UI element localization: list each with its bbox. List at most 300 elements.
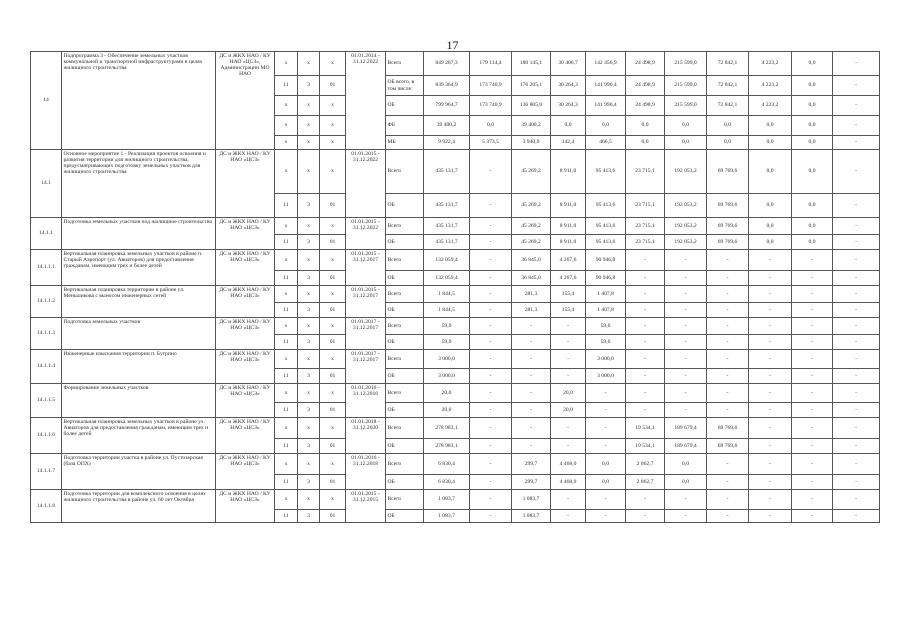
code-pp: 3 bbox=[298, 510, 320, 523]
period: 01.01.2015 - 31.12.2017 bbox=[346, 250, 386, 286]
table-row bbox=[31, 350, 905, 369]
table-body bbox=[31, 52, 905, 523]
year-value: 23 715,1 bbox=[626, 194, 665, 218]
year-value: - bbox=[749, 475, 792, 490]
row-number: 14.1.1.1 bbox=[31, 250, 62, 286]
year-value: 173 740,9 bbox=[470, 76, 512, 96]
year-value: 155,4 bbox=[551, 303, 586, 318]
year-value: - bbox=[792, 350, 833, 369]
table-row bbox=[31, 418, 905, 439]
code-pp: х bbox=[298, 454, 320, 475]
code-pp: 3 bbox=[298, 194, 320, 218]
code-gp: х bbox=[275, 490, 298, 510]
year-value: - bbox=[626, 490, 665, 510]
executor: ДС и ЖКХ НАО / КУ НАО «ЦСЗ» bbox=[216, 490, 275, 523]
code-gp: х bbox=[275, 350, 298, 369]
year-value: - bbox=[665, 303, 707, 318]
year-value: 5 373,5 bbox=[470, 136, 512, 150]
total-value: 3 000,0 bbox=[424, 369, 470, 384]
code-om: 01 bbox=[320, 439, 346, 454]
year-value: - bbox=[470, 384, 512, 403]
year-value: 45 269,2 bbox=[512, 235, 551, 250]
year-value: - bbox=[833, 403, 880, 418]
code-pp: х bbox=[298, 52, 320, 76]
year-value: 20,0 bbox=[551, 384, 586, 403]
code-gp: 11 bbox=[275, 271, 298, 286]
total-value: 39 400,2 bbox=[424, 116, 470, 136]
year-value: - bbox=[665, 350, 707, 369]
year-value: - bbox=[749, 318, 792, 335]
year-value: 299,7 bbox=[512, 475, 551, 490]
year-value: - bbox=[586, 418, 626, 439]
executor: ДС и ЖКХ НАО / КУ НАО «ЦСЗ» bbox=[216, 218, 275, 250]
code-gp: х bbox=[275, 250, 298, 271]
year-value: 72 842,1 bbox=[707, 76, 749, 96]
code-pp: 3 bbox=[298, 369, 320, 384]
year-value: - bbox=[470, 418, 512, 439]
year-value: - bbox=[626, 250, 665, 271]
year-value: - bbox=[707, 350, 749, 369]
year-value: - bbox=[470, 335, 512, 350]
code-pp: 3 bbox=[298, 439, 320, 454]
code-om: х bbox=[320, 286, 346, 303]
measure-name: Вертикальная планировка территории в районе ул. Меньшикова с выносом инженерных сетей bbox=[62, 286, 216, 318]
year-value: - bbox=[749, 335, 792, 350]
year-value: - bbox=[626, 303, 665, 318]
code-gp: 11 bbox=[275, 303, 298, 318]
year-value: - bbox=[470, 318, 512, 335]
funding-source: Всего bbox=[386, 286, 424, 303]
total-value: 435 131,7 bbox=[424, 218, 470, 235]
year-value: - bbox=[792, 454, 833, 475]
year-value: - bbox=[626, 384, 665, 403]
year-value: - bbox=[792, 490, 833, 510]
measure-name: Формирование земельных участков bbox=[62, 384, 216, 418]
funding-source: ОБ bbox=[386, 369, 424, 384]
year-value: 215 599,0 bbox=[665, 76, 707, 96]
code-om: х bbox=[320, 116, 346, 136]
code-pp: х bbox=[298, 150, 320, 194]
year-value: 136 805,0 bbox=[512, 96, 551, 116]
code-pp: х bbox=[298, 96, 320, 116]
code-pp: х bbox=[298, 384, 320, 403]
code-gp: 11 bbox=[275, 439, 298, 454]
code-gp: х bbox=[275, 136, 298, 150]
year-value: - bbox=[512, 403, 551, 418]
year-value: - bbox=[512, 439, 551, 454]
year-value: 4 468,0 bbox=[551, 475, 586, 490]
code-gp: х bbox=[275, 418, 298, 439]
year-value: 215 599,0 bbox=[665, 96, 707, 116]
row-number: 14.1.1.2 bbox=[31, 286, 62, 318]
code-om: 01 bbox=[320, 335, 346, 350]
year-value: - bbox=[665, 384, 707, 403]
year-value: 4 468,0 bbox=[551, 454, 586, 475]
code-gp: 11 bbox=[275, 335, 298, 350]
funding-source: Всего bbox=[386, 490, 424, 510]
executor: ДС и ЖКХ НАО / КУ НАО «ЦСЗ» bbox=[216, 318, 275, 350]
code-pp: х bbox=[298, 418, 320, 439]
year-value: - bbox=[792, 403, 833, 418]
year-value: - bbox=[665, 369, 707, 384]
total-value: 1 083,7 bbox=[424, 490, 470, 510]
year-value: - bbox=[470, 250, 512, 271]
year-value: - bbox=[749, 418, 792, 439]
year-value: 4 223,2 bbox=[749, 52, 792, 76]
year-value: 1 407,8 bbox=[586, 286, 626, 303]
year-value: - bbox=[626, 403, 665, 418]
year-value: - bbox=[833, 116, 880, 136]
funding-source: ОБ bbox=[386, 194, 424, 218]
code-pp: 3 bbox=[298, 475, 320, 490]
year-value: - bbox=[833, 52, 880, 76]
page-number: 17 bbox=[446, 38, 459, 52]
total-value: 6 830,4 bbox=[424, 454, 470, 475]
period: 01.01.2018 - 31.12.2020 bbox=[346, 418, 386, 454]
code-om: 01 bbox=[320, 194, 346, 218]
year-value: 24 498,9 bbox=[626, 76, 665, 96]
code-om: х bbox=[320, 350, 346, 369]
period: 01.01.2015 - 31.12.2015 bbox=[346, 490, 386, 523]
year-value: 8 911,0 bbox=[551, 235, 586, 250]
code-gp: 11 bbox=[275, 510, 298, 523]
year-value: - bbox=[707, 403, 749, 418]
row-number: 14.1.1.6 bbox=[31, 418, 62, 454]
measure-name: Подготовка земельных участков bbox=[62, 318, 216, 350]
code-om: х bbox=[320, 318, 346, 335]
year-value: - bbox=[707, 318, 749, 335]
year-value: 0,0 bbox=[792, 52, 833, 76]
total-value: 3 000,0 bbox=[424, 350, 470, 369]
year-value: 72 842,1 bbox=[707, 96, 749, 116]
total-value: 435 131,7 bbox=[424, 194, 470, 218]
year-value: - bbox=[833, 318, 880, 335]
year-value: - bbox=[749, 510, 792, 523]
code-gp: х bbox=[275, 150, 298, 194]
year-value: 45 269,2 bbox=[512, 150, 551, 194]
year-value: 69 769,6 bbox=[707, 218, 749, 235]
table-row bbox=[31, 286, 905, 303]
year-value: 0,0 bbox=[749, 116, 792, 136]
measure-name: Подпрограмма 3 - Обеспечение земельных участков коммунальной и транспортной инфраструктурами в целях жилищного строительства bbox=[62, 52, 216, 150]
year-value: 36 845,0 bbox=[512, 250, 551, 271]
code-pp: 3 bbox=[298, 235, 320, 250]
year-value: 39 400,2 bbox=[512, 116, 551, 136]
year-value: - bbox=[586, 384, 626, 403]
executor: ДС и ЖКХ НАО / КУ НАО «ЦСЗ» bbox=[216, 250, 275, 286]
code-gp: 11 bbox=[275, 194, 298, 218]
year-value: 192 053,2 bbox=[665, 235, 707, 250]
code-om: х bbox=[320, 52, 346, 76]
year-value: 23 715,1 bbox=[626, 235, 665, 250]
funding-source: Всего bbox=[386, 150, 424, 194]
row-number: 14 bbox=[31, 52, 62, 150]
year-value: - bbox=[470, 369, 512, 384]
year-value: 59,0 bbox=[586, 318, 626, 335]
year-value: - bbox=[470, 454, 512, 475]
year-value: - bbox=[470, 194, 512, 218]
row-number: 14.1.1 bbox=[31, 218, 62, 250]
executor: ДС и ЖКХ НАО / КУ НАО «ЦСЗ» bbox=[216, 286, 275, 318]
code-gp: х bbox=[275, 96, 298, 116]
year-value: 0,0 bbox=[665, 116, 707, 136]
year-value: 19 534,1 bbox=[626, 418, 665, 439]
year-value: - bbox=[512, 369, 551, 384]
code-pp: х bbox=[298, 116, 320, 136]
code-om: х bbox=[320, 150, 346, 194]
table-row bbox=[31, 384, 905, 403]
code-om: х bbox=[320, 250, 346, 271]
year-value: - bbox=[833, 418, 880, 439]
total-value: 849 287,3 bbox=[424, 52, 470, 76]
year-value: 0,0 bbox=[707, 136, 749, 150]
year-value: 4 267,6 bbox=[551, 250, 586, 271]
year-value: 59,0 bbox=[586, 335, 626, 350]
measure-name: Подготовка территории для комплексного освоения в целях жилищного строительства в районе ул. 60 лет Октября bbox=[62, 490, 216, 523]
year-value: 30 264,3 bbox=[551, 76, 586, 96]
year-value: - bbox=[512, 418, 551, 439]
year-value: - bbox=[707, 335, 749, 350]
year-value: 466,5 bbox=[586, 136, 626, 150]
year-value: 0,0 bbox=[749, 235, 792, 250]
year-value: - bbox=[833, 384, 880, 403]
year-value: - bbox=[792, 318, 833, 335]
year-value: - bbox=[626, 286, 665, 303]
total-value: 839 364,9 bbox=[424, 76, 470, 96]
year-value: 30 406,7 bbox=[551, 52, 586, 76]
code-pp: х bbox=[298, 250, 320, 271]
code-gp: х bbox=[275, 218, 298, 235]
year-value: - bbox=[833, 303, 880, 318]
code-om: 01 bbox=[320, 271, 346, 286]
year-value: 95 413,6 bbox=[586, 150, 626, 194]
measure-name: Основное мероприятие 1 - Реализация проектов освоения и развития территории для жилищного строительства, предусматривающих подготовку земельных участков для жилищного строительства bbox=[62, 150, 216, 218]
code-gp: х bbox=[275, 454, 298, 475]
code-gp: 11 bbox=[275, 76, 298, 96]
code-om: 01 bbox=[320, 403, 346, 418]
year-value: - bbox=[833, 454, 880, 475]
year-value: 142,4 bbox=[551, 136, 586, 150]
total-value: 59,0 bbox=[424, 335, 470, 350]
code-pp: 3 bbox=[298, 271, 320, 286]
year-value: 69 769,6 bbox=[707, 150, 749, 194]
year-value: 36 845,0 bbox=[512, 271, 551, 286]
year-value: - bbox=[665, 335, 707, 350]
year-value: - bbox=[470, 235, 512, 250]
period: 01.01.2017 - 31.12.2017 bbox=[346, 318, 386, 350]
funding-source: ФБ bbox=[386, 116, 424, 136]
funding-source: МБ bbox=[386, 136, 424, 150]
code-gp: х bbox=[275, 318, 298, 335]
row-number: 14.1.1.8 bbox=[31, 490, 62, 523]
year-value: 0,0 bbox=[749, 194, 792, 218]
year-value: 1 083,7 bbox=[512, 490, 551, 510]
code-gp: 11 bbox=[275, 475, 298, 490]
funding-source: ОБ bbox=[386, 303, 424, 318]
year-value: 0,0 bbox=[749, 218, 792, 235]
year-value: - bbox=[792, 335, 833, 350]
year-value: 69 769,6 bbox=[707, 418, 749, 439]
year-value: 20,0 bbox=[551, 403, 586, 418]
year-value: - bbox=[586, 403, 626, 418]
year-value: 8 911,0 bbox=[551, 194, 586, 218]
executor: ДС и ЖКХ НАО / КУ НАО «ЦСЗ», Администрации МО НАО bbox=[216, 52, 275, 150]
year-value: 2 062,7 bbox=[626, 454, 665, 475]
year-value: 141 990,4 bbox=[586, 76, 626, 96]
year-value: - bbox=[833, 510, 880, 523]
funding-source: Всего bbox=[386, 454, 424, 475]
year-value: - bbox=[792, 303, 833, 318]
year-value: 0,0 bbox=[749, 136, 792, 150]
period: 01.01.2016 - 31.12.2016 bbox=[346, 384, 386, 418]
total-value: 1 844,5 bbox=[424, 286, 470, 303]
year-value: - bbox=[470, 218, 512, 235]
year-value: - bbox=[707, 303, 749, 318]
year-value: - bbox=[470, 286, 512, 303]
period: 01.01.2014 - 31.12.2022 bbox=[346, 52, 386, 150]
year-value: 0,0 bbox=[626, 136, 665, 150]
measure-name: Инженерные изыскания территории п. Бугрино bbox=[62, 350, 216, 384]
year-value: - bbox=[626, 350, 665, 369]
year-value: - bbox=[833, 150, 880, 194]
year-value: - bbox=[512, 350, 551, 369]
year-value: - bbox=[792, 475, 833, 490]
year-value: - bbox=[833, 76, 880, 96]
year-value: 189 679,4 bbox=[665, 439, 707, 454]
year-value: 95 413,6 bbox=[586, 194, 626, 218]
year-value: - bbox=[707, 475, 749, 490]
year-value: 19 534,1 bbox=[626, 439, 665, 454]
code-om: х bbox=[320, 96, 346, 116]
year-value: - bbox=[833, 194, 880, 218]
code-gp: 11 bbox=[275, 403, 298, 418]
year-value: 4 223,2 bbox=[749, 96, 792, 116]
year-value: - bbox=[665, 271, 707, 286]
funding-source: ОБ bbox=[386, 403, 424, 418]
year-value: 192 053,2 bbox=[665, 218, 707, 235]
year-value: - bbox=[470, 510, 512, 523]
year-value: 0,0 bbox=[792, 150, 833, 194]
code-om: 01 bbox=[320, 475, 346, 490]
year-value: - bbox=[665, 286, 707, 303]
year-value: - bbox=[792, 510, 833, 523]
table-row bbox=[31, 250, 905, 271]
year-value: - bbox=[707, 250, 749, 271]
year-value: - bbox=[512, 318, 551, 335]
year-value: - bbox=[626, 510, 665, 523]
year-value: - bbox=[707, 271, 749, 286]
funding-source: Всего bbox=[386, 384, 424, 403]
year-value: - bbox=[749, 439, 792, 454]
year-value: 142 456,9 bbox=[586, 52, 626, 76]
table-row bbox=[31, 218, 905, 235]
year-value: - bbox=[833, 136, 880, 150]
code-gp: х bbox=[275, 384, 298, 403]
row-number: 14.1.1.7 bbox=[31, 454, 62, 490]
year-value: - bbox=[586, 510, 626, 523]
year-value: 69 769,6 bbox=[707, 439, 749, 454]
year-value: - bbox=[833, 96, 880, 116]
year-value: 45 269,2 bbox=[512, 218, 551, 235]
code-om: х bbox=[320, 136, 346, 150]
year-value: 24 498,9 bbox=[626, 52, 665, 76]
year-value: 8 911,0 bbox=[551, 150, 586, 194]
total-value: 799 964,7 bbox=[424, 96, 470, 116]
period: 01.01.2015 - 31.12.2022 bbox=[346, 218, 386, 250]
year-value: - bbox=[833, 218, 880, 235]
executor: ДС и ЖКХ НАО / КУ НАО «ЦСЗ» bbox=[216, 350, 275, 384]
funding-source: Всего bbox=[386, 318, 424, 335]
code-pp: х bbox=[298, 490, 320, 510]
measure-name: Вертикальная планировка земельных участков в районе ул. Авиаторов для предоставления гражданам, имеющим трех и более детей bbox=[62, 418, 216, 454]
total-value: 278 983,1 bbox=[424, 418, 470, 439]
year-value: 23 715,1 bbox=[626, 150, 665, 194]
year-value: 3 000,0 bbox=[586, 350, 626, 369]
year-value: - bbox=[833, 250, 880, 271]
executor: ДС и ЖКХ НАО / КУ НАО «ЦСЗ» bbox=[216, 150, 275, 218]
year-value: - bbox=[792, 418, 833, 439]
row-number: 14.1.1.3 bbox=[31, 318, 62, 350]
year-value: - bbox=[792, 271, 833, 286]
code-om: 01 bbox=[320, 510, 346, 523]
period: 01.01.2016 - 31.12.2018 bbox=[346, 454, 386, 490]
year-value: - bbox=[470, 303, 512, 318]
year-value: - bbox=[626, 271, 665, 286]
year-value: 0,0 bbox=[792, 76, 833, 96]
year-value: 0,0 bbox=[586, 475, 626, 490]
total-value: 59,0 bbox=[424, 318, 470, 335]
year-value: - bbox=[833, 235, 880, 250]
funding-source: Всего bbox=[386, 250, 424, 271]
year-value: 155,4 bbox=[551, 286, 586, 303]
measure-name: Вертикальная планировка земельных участков в районе п. Старый Аэропорт (ул. Авиаторов) для предоставления гражданам, имеющим трех и более детей bbox=[62, 250, 216, 286]
total-value: 20,0 bbox=[424, 403, 470, 418]
table-row bbox=[31, 52, 905, 76]
funding-source: Всего bbox=[386, 218, 424, 235]
executor: ДС и ЖКХ НАО / КУ НАО «ЦСЗ» bbox=[216, 418, 275, 454]
code-om: х bbox=[320, 454, 346, 475]
year-value: - bbox=[707, 369, 749, 384]
year-value: - bbox=[749, 286, 792, 303]
total-value: 20,0 bbox=[424, 384, 470, 403]
year-value: 0,0 bbox=[749, 150, 792, 194]
year-value: 3 000,0 bbox=[586, 369, 626, 384]
year-value: 90 946,8 bbox=[586, 271, 626, 286]
year-value: - bbox=[665, 510, 707, 523]
code-gp: 11 bbox=[275, 369, 298, 384]
code-pp: х bbox=[298, 136, 320, 150]
year-value: 0,0 bbox=[792, 218, 833, 235]
year-value: - bbox=[551, 510, 586, 523]
year-value: - bbox=[470, 350, 512, 369]
funding-source: ОБ всего, в том числе: bbox=[386, 76, 424, 96]
measure-name: Подготовка земельных участков под жилищное строительство bbox=[62, 218, 216, 250]
year-value: - bbox=[833, 475, 880, 490]
year-value: 0,0 bbox=[792, 136, 833, 150]
year-value: - bbox=[749, 369, 792, 384]
year-value: - bbox=[665, 403, 707, 418]
year-value: - bbox=[707, 384, 749, 403]
year-value: - bbox=[749, 454, 792, 475]
year-value: - bbox=[586, 490, 626, 510]
total-value: 278 983,1 bbox=[424, 439, 470, 454]
year-value: 0,0 bbox=[665, 475, 707, 490]
year-value: 0,0 bbox=[792, 194, 833, 218]
year-value: - bbox=[749, 490, 792, 510]
code-pp: х bbox=[298, 286, 320, 303]
code-om: х bbox=[320, 490, 346, 510]
funding-source: ОБ bbox=[386, 439, 424, 454]
